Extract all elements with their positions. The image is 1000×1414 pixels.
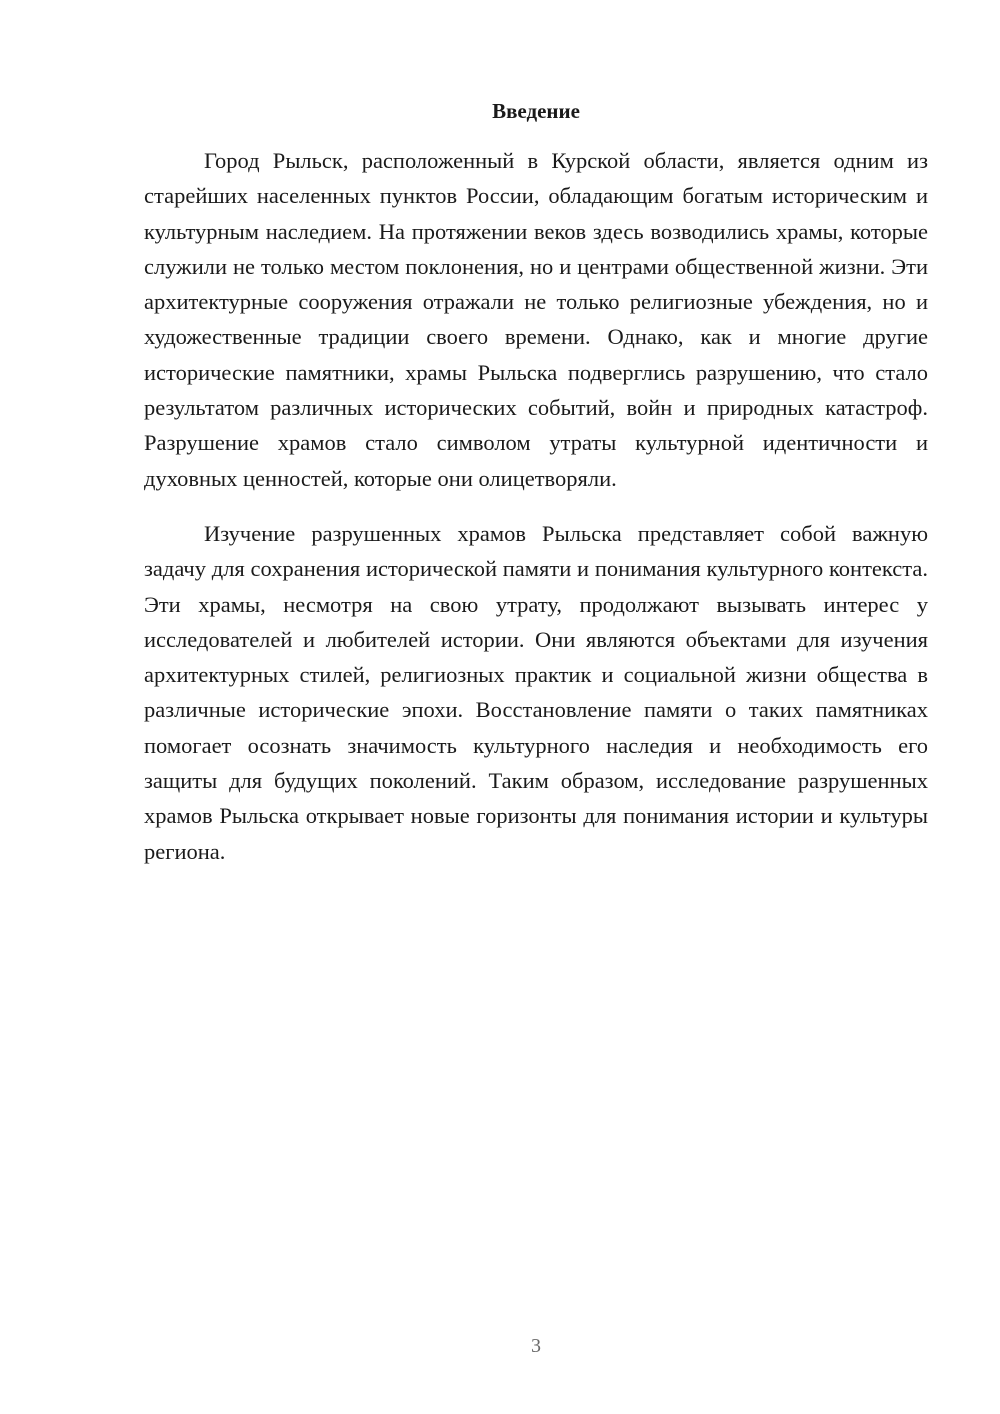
paragraph-2: Изучение разрушенных храмов Рыльска представляет собой важную задачу для сохранения исторической памяти и понимания культурного контекста. Эти храмы, несмотря на свою утрату, продолжают вызывать интерес у исследователей и любителей истории. Они являются объектами для изучения архитектурных стилей, религиозных практик и социальной жизни общества в различные исторические эпохи. Восстановление памяти о таких памятниках помогает осознать значимость культурного наследия и необходимость его защиты для будущих поколений. Таким образом, исследование разрушенных храмов Рыльска открывает новые горизонты для понимания истории и культуры региона.	[144, 520, 928, 864]
page-number: 3	[531, 1335, 541, 1357]
section-heading: Введение	[492, 99, 580, 123]
paragraph-1: Город Рыльск, расположенный в Курской области, является одним из старейших населенных пунктов России, обладающим богатым историческим и культурным наследием. На протяжении веков здесь возводились храмы, которые служили не только местом поклонения, но и центрами общественной жизни. Эти архитектурные сооружения отражали не только религиозные убеждения, но и художественные традиции своего времени. Однако, как и многие другие исторические памятники, храмы Рыльска подверглись разрушению, что стало результатом различных исторических событий, войн и природных катастроф. Разрушение храмов стало символом утраты культурной идентичности и духовных ценностей, которые они олицетворяли.	[144, 148, 928, 491]
body-text	[144, 143, 928, 869]
